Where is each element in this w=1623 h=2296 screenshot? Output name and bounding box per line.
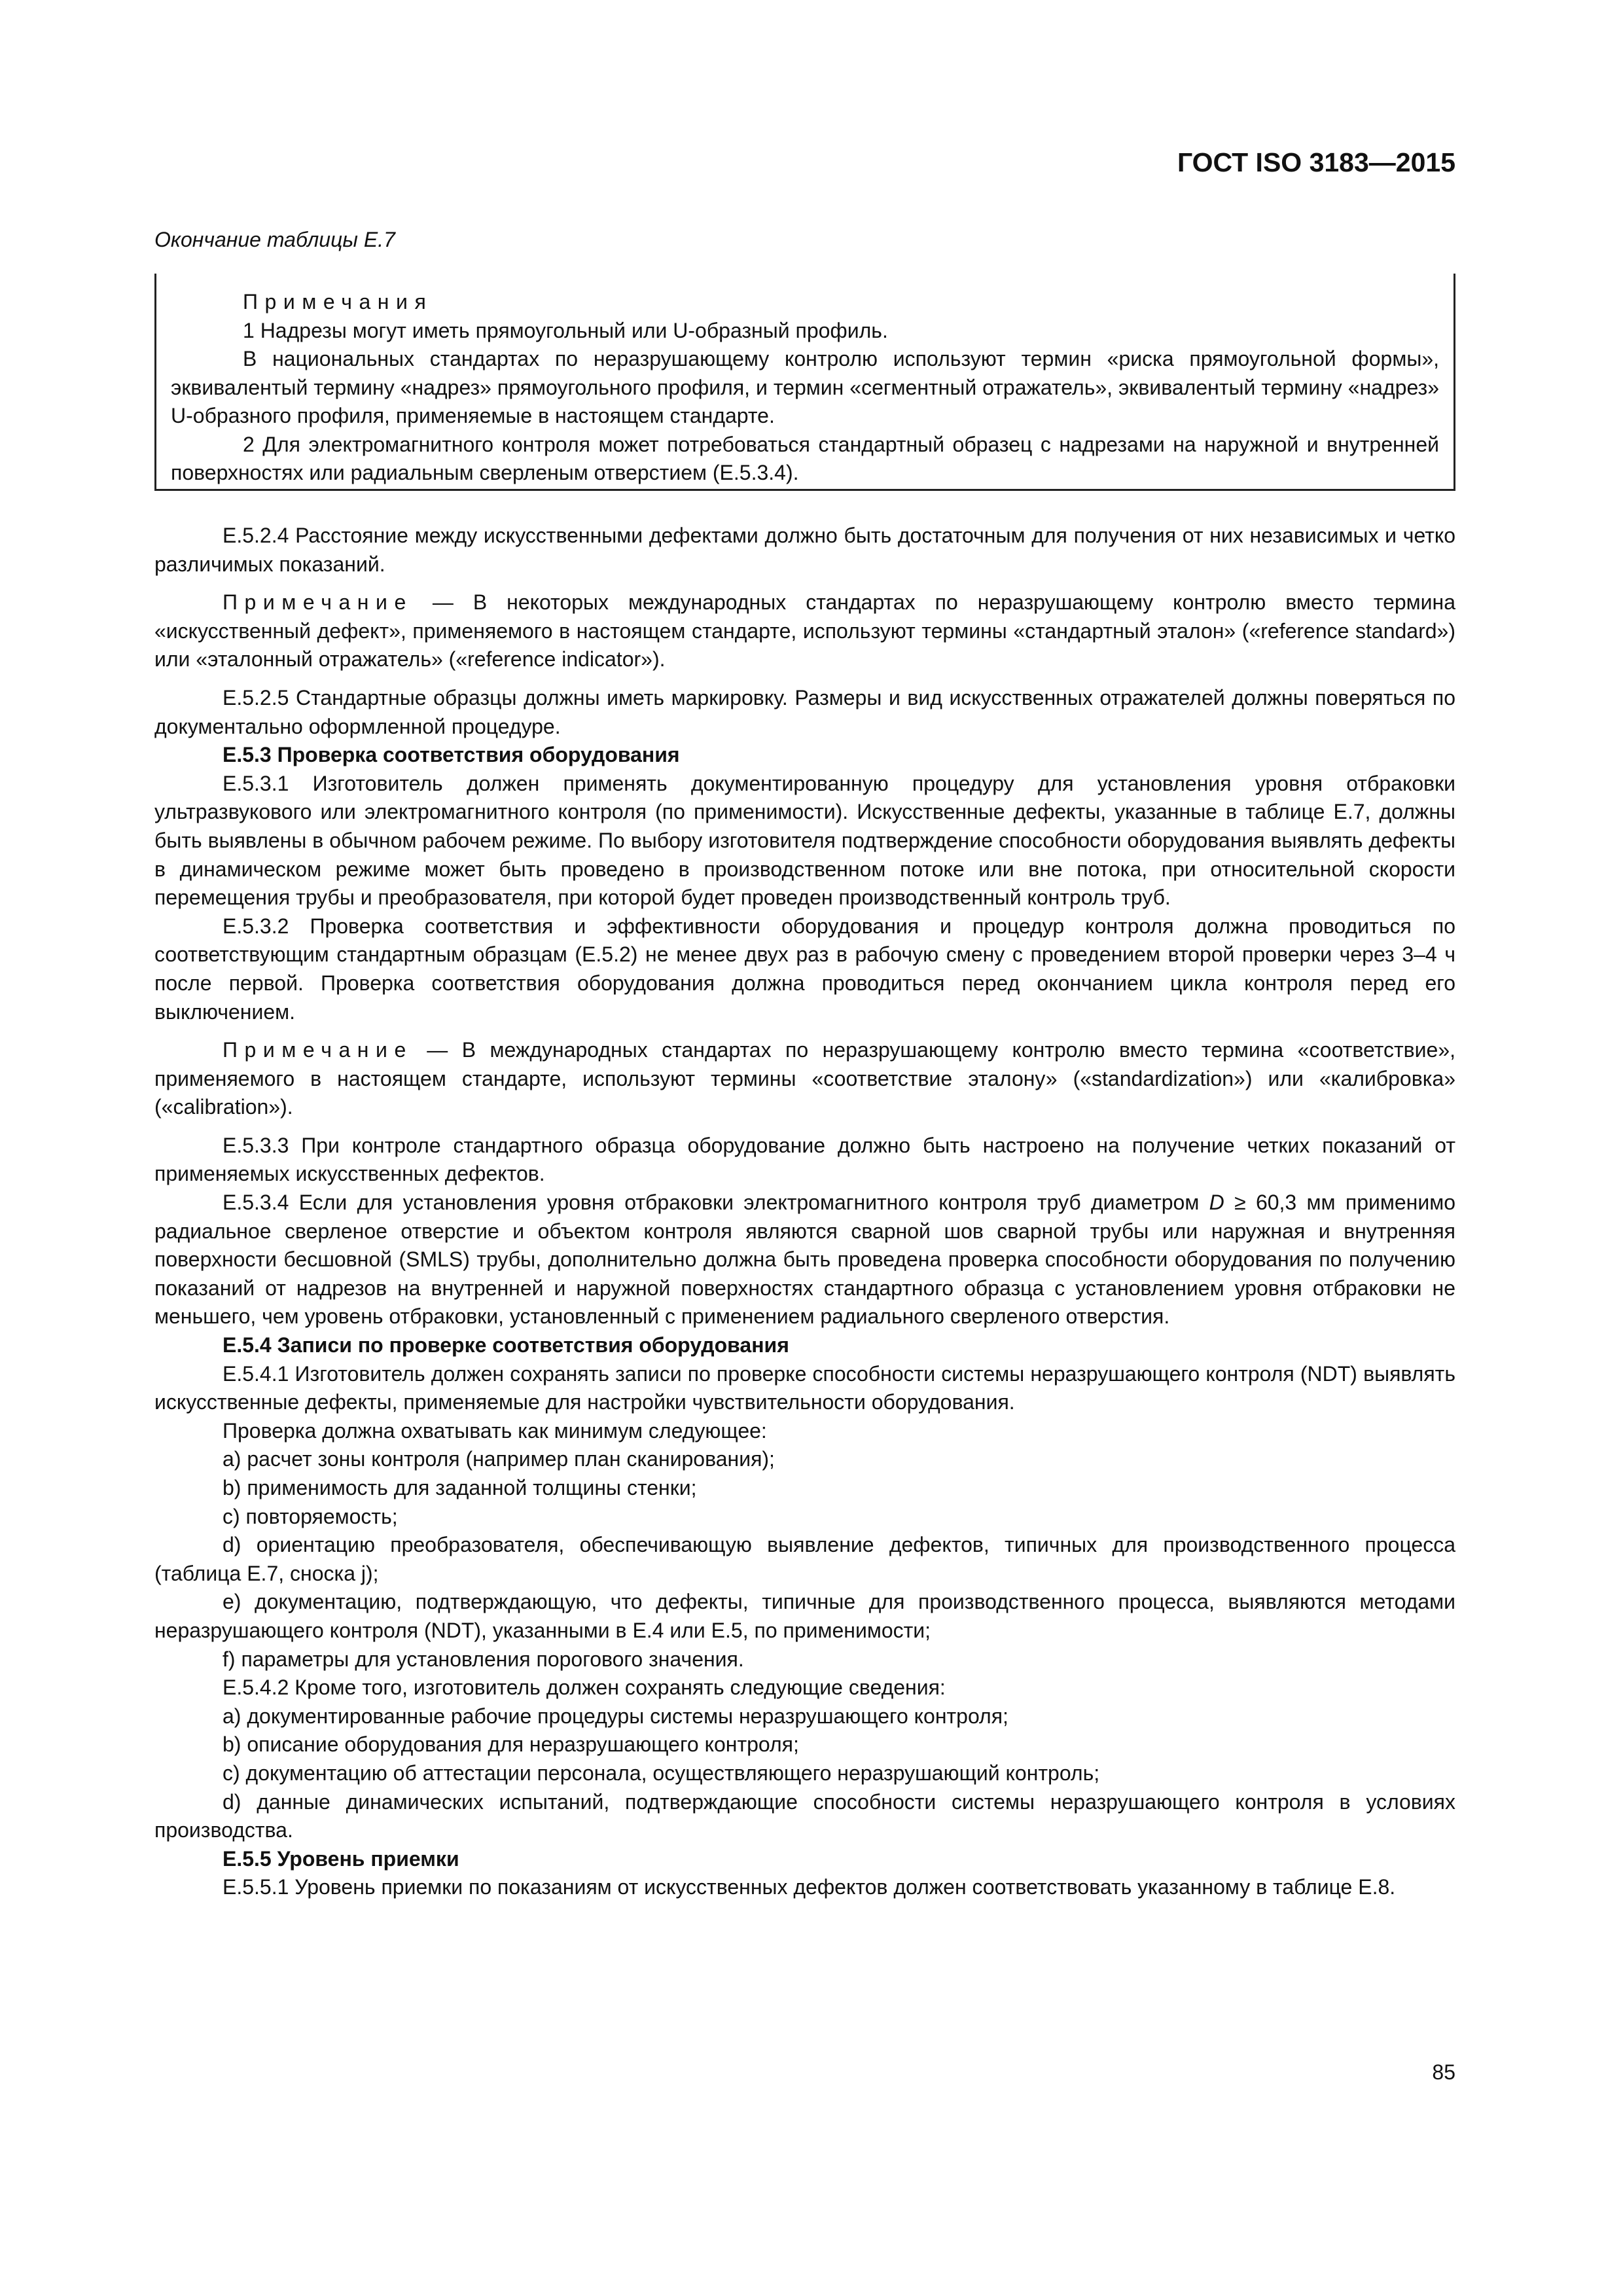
page-number: 85 (1432, 2060, 1455, 2084)
list-item: e) документацию, подтверждающую, что дефекты, типичные для производственного процесса, выявляются методами неразрушающего контроля (NDT), указанными в Е.4 или Е.5, по применимости; (154, 1590, 1455, 1642)
notes-title-text: Примечания (243, 290, 433, 314)
table-continuation-caption: Окончание таблицы Е.7 (154, 228, 395, 251)
clause-e531: Е.5.3.1 Изготовитель должен применять документированную процедуру для установления уровня отбраковки ультразвукового или электромагнитного контроля (по применимости). Искусственные дефекты, указанные в таблице Е.7, должны быть выявлены в обычном рабочем режиме. По выбору изготовителя подтверждение способности оборудования выявлять дефекты в динамическом режиме может быть проведено в производственном потоке или вне потока, при относительной скорости перемещения трубы и преобразователя, при которой будет проведен производственный контроль труб. (154, 771, 1455, 910)
clause-e534 (154, 1189, 1455, 1331)
clause-e551: Е.5.5.1 Уровень приемки по показаниям от искусственных дефектов должен соответствовать указанному в таблице Е.8. (223, 1875, 1396, 1899)
note-item-2: 2 Для электромагнитного контроля может потребоваться стандартный образец с надрезами на наружной и внутренней поверхностях или радиальным сверленым отверстием (Е.5.3.4). (171, 432, 1439, 484)
section-heading-e55: Е.5.5 Уровень приемки (223, 1846, 459, 1871)
note-text: — В некоторых международных стандартах по неразрушающему контролю вместо термина «искусственный дефект», применяемого в настоящем стандарте, используют термины «стандартный эталон» («reference standard») или «эталонный отражатель» («reference indicator»). (154, 590, 1455, 672)
section-heading-e54: Е.5.4 Записи по проверке соответствия оборудования (223, 1333, 789, 1357)
check-scope-intro: Проверка должна охватывать как минимум следующее: (223, 1418, 767, 1443)
list-item: f) параметры для установления порогового значения. (223, 1647, 744, 1671)
main-content (154, 522, 1455, 1902)
note-label: Примечание (223, 590, 413, 615)
table-notes-box (154, 274, 1455, 491)
note-item-terms: В национальных стандартах по неразрушающему контролю используют термин «риска прямоугольной формы», эквивалентый термину «надрез» прямоугольного профиля, и термин «сегментный отражатель», эквивалентый термину «надрез» U-образного профиля, применяемые в настоящем стандарте. (171, 347, 1439, 427)
list-item: b) описание оборудования для неразрушающего контроля; (223, 1732, 799, 1757)
note-terminology-calibration (154, 1036, 1455, 1122)
list-item: c) повторяемость; (223, 1504, 398, 1528)
note-terminology-defect (154, 588, 1455, 674)
clause-e533: Е.5.3.3 При контроле стандартного образца оборудование должно быть настроено на получение четких показаний от применяемых искусственных дефектов. (154, 1133, 1455, 1186)
clause-e534-rest: ≥ 60,3 мм применимо радиальное сверленое отверстие и объектом контроля являются сварной шов сварной трубы или наружная и внутренняя поверхности бесшовной (SMLS) трубы, дополнительно должна быть проведена проверка способности оборудования по получению показаний от надрезов на внутренней и наружной поверхностях стандартного образца с установлением уровня отбраковки не меньшего, чем уровень отбраковки, установленный с применением радиального сверленого отверстия. (154, 1191, 1456, 1329)
list-item: a) документированные рабочие процедуры системы неразрушающего контроля; (223, 1704, 1008, 1728)
clause-e542: Е.5.4.2 Кроме того, изготовитель должен сохранять следующие сведения: (223, 1676, 946, 1700)
diameter-symbol: D (1209, 1191, 1224, 1215)
list-item: d) данные динамических испытаний, подтверждающие способности системы неразрушающего контроля в условиях производства. (154, 1789, 1455, 1842)
note-text: — В международных стандартах по неразрушающему контролю вместо термина «соответствие», применяемого в настоящем стандарте, используют термины «соответствие эталону» («standardization») или «калибровка» («calibration»). (154, 1038, 1455, 1119)
standard-header: ГОСТ ISO 3183—2015 (1177, 147, 1455, 177)
note-label: Примечание (223, 1038, 413, 1062)
list-item: a) расчет зоны контроля (например план сканирования); (223, 1447, 775, 1471)
clause-e525: Е.5.2.5 Стандартные образцы должны иметь маркировку. Размеры и вид искусственных отражателей должны поверяться по документально оформленной процедуре. (154, 685, 1455, 738)
note-item-1: 1 Надрезы могут иметь прямоугольный или U-образный профиль. (243, 318, 888, 342)
list-item: c) документацию об аттестации персонала, осуществляющего неразрушающий контроль; (223, 1761, 1100, 1785)
list-item: d) ориентацию преобразователя, обеспечивающую выявление дефектов, типичных для производственного процесса (таблица Е.7, сноска j); (154, 1533, 1455, 1585)
clause-e532: Е.5.3.2 Проверка соответствия и эффективности оборудования и процедур контроля должна проводиться по соответствующим стандартным образцам (Е.5.2) не менее двух раз в рабочую смену с проведением второй проверки через 3–4 ч после первой. Проверка соответствия оборудования должна проводиться перед окончанием цикла контроля перед его выключением. (154, 914, 1455, 1024)
clause-e541: Е.5.4.1 Изготовитель должен сохранять записи по проверке способности системы неразрушающего контроля (NDT) выявлять искусственные дефекты, применяемые для настройки чувствительности оборудования. (154, 1361, 1455, 1414)
list-item: b) применимость для заданной толщины стенки; (223, 1476, 697, 1499)
clause-e534-start: Е.5.3.4 Если для установления уровня отбраковки электромагнитного контроля труб диаметром (223, 1191, 1209, 1215)
clause-e524: Е.5.2.4 Расстояние между искусственными дефектами должно быть достаточным для получения от них независимых и четко различимых показаний. (154, 524, 1455, 576)
section-heading-e53: Е.5.3 Проверка соответствия оборудования (223, 743, 680, 767)
notes-title (171, 288, 1439, 317)
